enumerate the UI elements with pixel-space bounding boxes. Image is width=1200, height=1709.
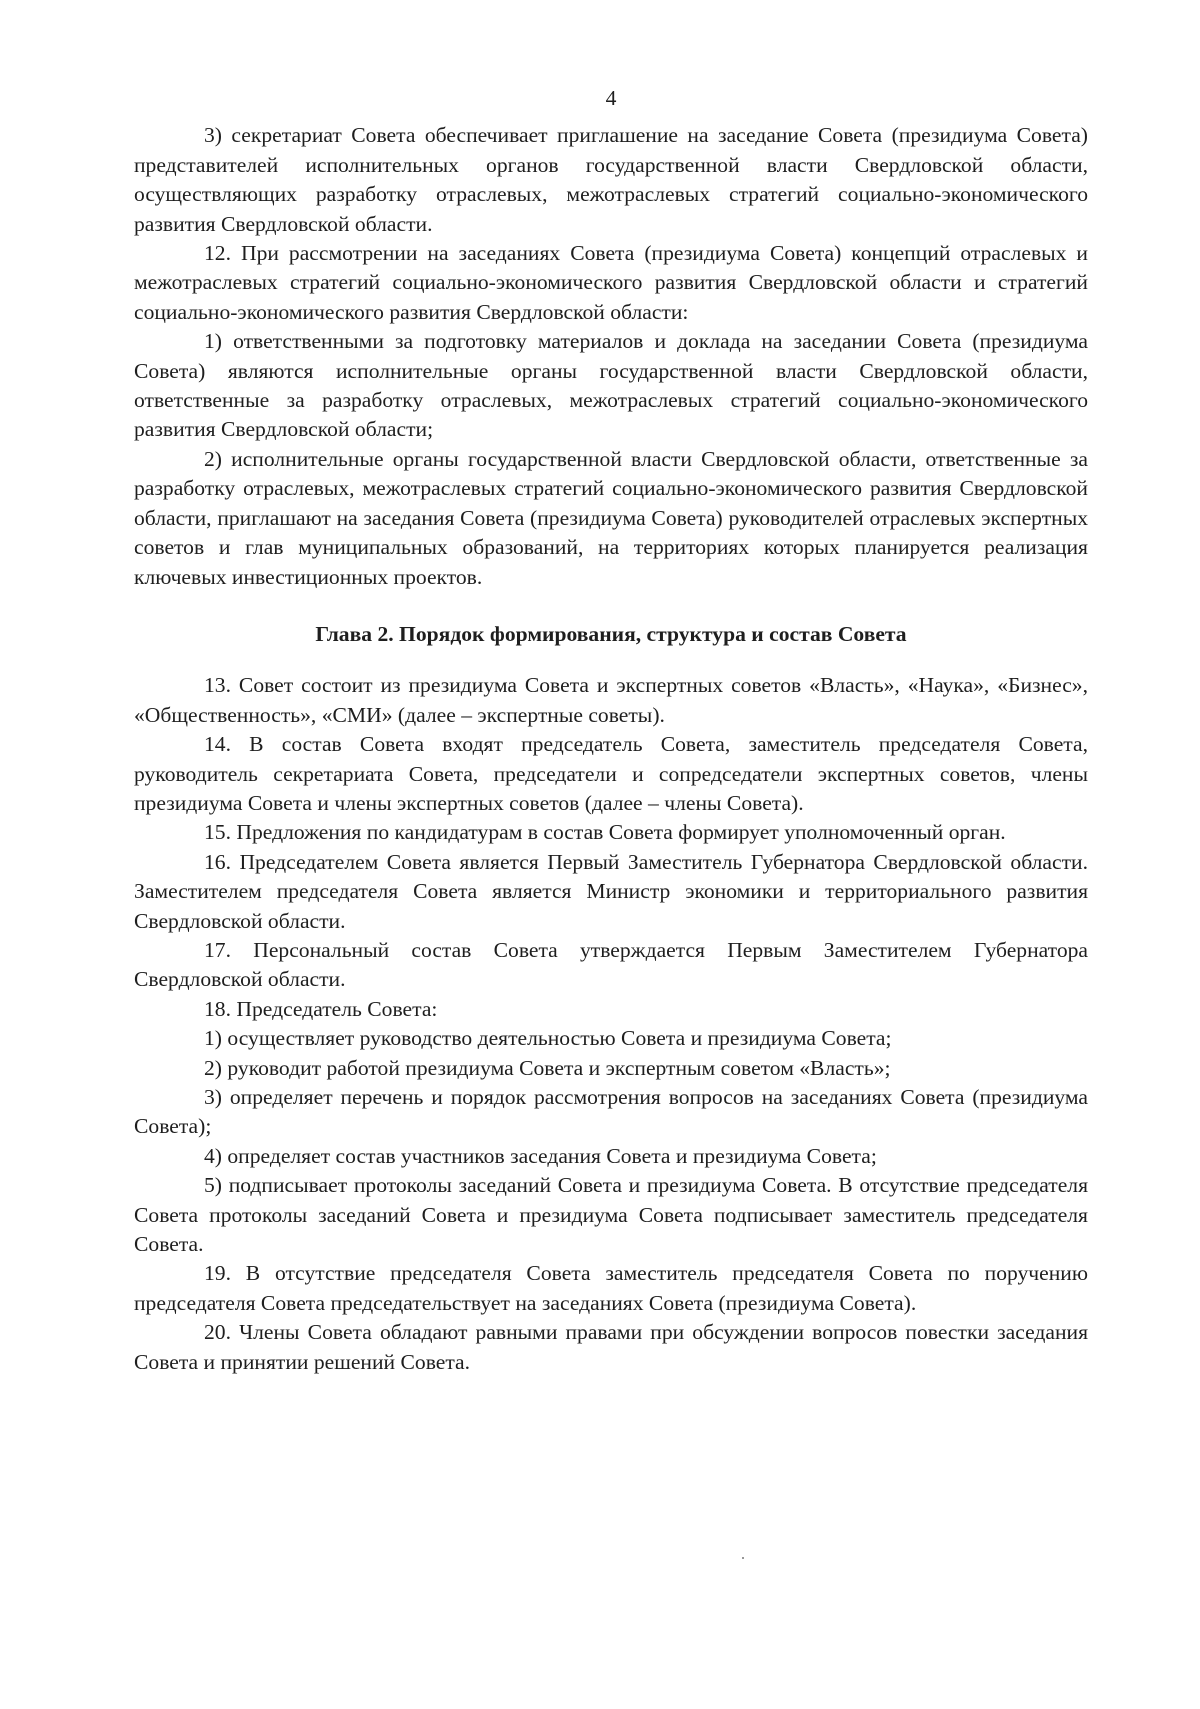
paragraph-19: 19. В отсутствие председателя Совета заместитель председателя Совета по поручению председателя Совета председательствует на заседаниях Совета (президиума Совета). <box>134 1261 1088 1315</box>
paragraph-18-2: 2) руководит работой президиума Совета и экспертным советом «Власть»; <box>204 1055 891 1080</box>
chapter-heading: Глава 2. Порядок формирования, структура и состав Совета <box>315 621 907 646</box>
paragraph-18-1: 1) осуществляет руководство деятельностью Совета и президиума Совета; <box>204 1026 892 1051</box>
paragraph-12-2: 2) исполнительные органы государственной власти Свердловской области, ответственные за разработку отраслевых, межотраслевых стратегий социально-экономического развития Свердловской области, приглашают на заседания Совета (президиума Совета) руководителей отраслевых экспертных советов и глав муниципальных образований, на территориях которых планируется реализация ключевых инвестиционных проектов. <box>134 446 1088 589</box>
paragraph-12-1: 1) ответственными за подготовку материалов и доклада на заседании Совета (президиума Совета) являются исполнительные органы государственной власти Свердловской области, ответственные за разработку отраслевых, межотраслевых стратегий социально-экономического развития Свердловской области; <box>134 329 1088 442</box>
paragraph-16: 16. Председателем Совета является Первый Заместитель Губернатора Свердловской области. Заместителем председателя Совета является Министр экономики и территориального развития Свердловской области. <box>134 849 1088 933</box>
paragraph-12: 12. При рассмотрении на заседаниях Совета (президиума Совета) концепций отраслевых и межотраслевых стратегий социально-экономического развития Свердловской области и стратегий социально-экономического развития Свердловской области: <box>134 241 1088 324</box>
scan-speck <box>742 1557 744 1559</box>
paragraph-17: 17. Персональный состав Совета утверждается Первым Заместителем Губернатора Свердловской области. <box>134 937 1088 992</box>
paragraph-18: 18. Председатель Совета: <box>204 996 438 1021</box>
paragraph-18-5: 5) подписывает протоколы заседаний Совета и президиума Совета. В отсутствие председателя Совета протоколы заседаний Совета и президиума Совета подписывает заместитель председателя Совета. <box>134 1173 1088 1257</box>
paragraph-20: 20. Члены Совета обладают равными правами при обсуждении вопросов повестки заседания Совета и принятии решений Совета. <box>134 1320 1088 1374</box>
page-number: 4 <box>605 86 617 110</box>
paragraph-18-4: 4) определяет состав участников заседания Совета и президиума Совета; <box>204 1143 877 1168</box>
paragraph-15: 15. Предложения по кандидатурам в состав Совета формирует уполномоченный орган. <box>204 820 1006 845</box>
paragraph-11-3: 3) секретариат Совета обеспечивает приглашение на заседание Совета (президиума Совета) представителей исполнительных органов государственной власти Свердловской области, осуществляющих разработку отраслевых, межотраслевых стратегий социально-экономического развития Свердловской области. <box>134 123 1088 236</box>
paragraph-14: 14. В состав Совета входят председатель Совета, заместитель председателя Совета, руководитель секретариата Совета, председатели и сопредседатели экспертных советов, члены президиума Совета и члены экспертных советов (далее – члены Совета). <box>134 732 1088 815</box>
paragraph-13: 13. Совет состоит из президиума Совета и экспертных советов «Власть», «Наука», «Бизнес», «Общественность», «СМИ» (далее – экспертные советы). <box>134 673 1088 727</box>
paragraph-18-3: 3) определяет перечень и порядок рассмотрения вопросов на заседаниях Совета (президиума Совета); <box>134 1085 1088 1139</box>
